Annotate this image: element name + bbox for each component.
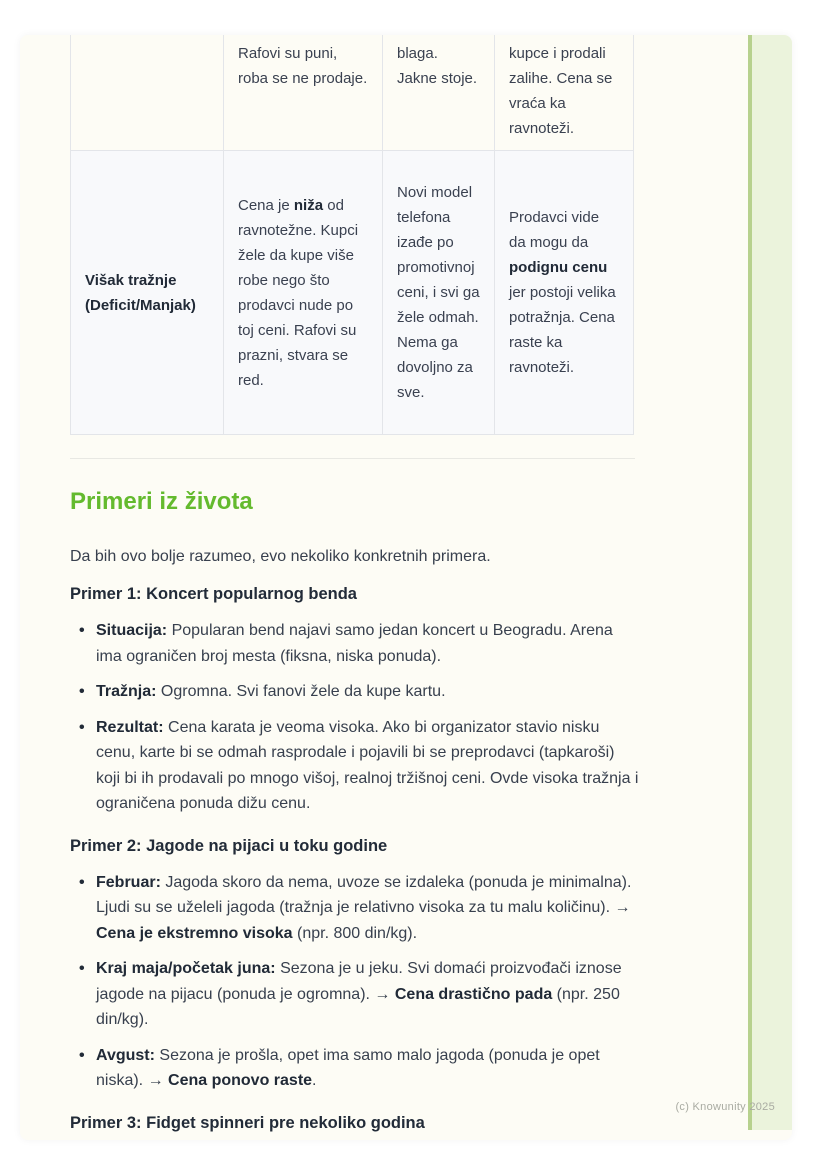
page-edge-strip-line: [748, 35, 752, 1130]
example-3-title: Primer 3: Fidget spinneri pre nekoliko godina: [70, 1113, 425, 1132]
list-item: • Situacija: Popularan bend najavi samo jedan koncert u Beogradu. Arena ima ograničen broj mesta (fiksna, niska ponuda).: [96, 618, 642, 669]
page-edge-strip: [752, 35, 792, 1130]
example-1-title: Primer 1: Koncert popularnog benda: [70, 585, 357, 603]
section-divider: [70, 458, 635, 459]
table-row: [71, 151, 634, 435]
table-cell-example: blaga. Jakne stoje.: [383, 35, 495, 151]
list-item: • Rezultat: Cena karata je veoma visoka. Ako bi organizator stavio nisku cenu, karte bi se odmah rasprodale i pojavili bi se preprodavci (tapkaroši) koji bi ih prodavali po mnogo višoj, realnoj tržišnoj ceni. Ovde visoka tražnja i ograničena ponuda dižu cenu.: [96, 715, 642, 817]
table-cell-reaction: Prodavci vide da mogu da podignu cenu jer postoji velika potražnja. Cena raste ka ravnoteži.: [495, 151, 634, 435]
table-cell-example: Novi model telefona izađe po promotivnoj ceni, i svi ga žele odmah. Nema ga dovoljno za sve.: [383, 151, 495, 435]
example-1-list: [70, 618, 642, 817]
list-item: • Februar: Jagoda skoro da nema, uvoze se izdaleka (ponuda je minimalna). Ljudi su se uželeli jagoda (tražnja je relativno visoka za tu malu količinu). → Cena je ekstremno visoka (npr. 800 din/kg).: [96, 870, 642, 947]
table-cell-description: Rafovi su puni, roba se ne prodaje.: [224, 35, 383, 151]
table-row: [71, 35, 634, 151]
example-2-title: Primer 2: Jagode na pijaci u toku godine: [70, 836, 388, 855]
table-cell-description: Cena je niža od ravnotežne. Kupci žele da kupe više robe nego što prodavci nude po toj ceni. Rafovi su prazni, stvara se red.: [224, 151, 383, 435]
table-cell-rowhead: [71, 35, 224, 151]
section-heading: Primeri iz života: [70, 488, 253, 515]
table-cell-rowhead: Višak tražnje (Deficit/Manjak): [71, 151, 224, 435]
document-page: [20, 35, 792, 1140]
table-cell-reaction: kupce i prodali zalihe. Cena se vraća ka ravnoteži.: [495, 35, 634, 151]
list-item: • Kraj maja/početak juna: Sezona je u jeku. Svi domaći proizvođači iznose jagode na pijacu (ponuda je ogromna). → Cena drastično pada (npr. 250 din/kg).: [96, 956, 642, 1033]
intro-paragraph: Da bih ovo bolje razumeo, evo nekoliko konkretnih primera.: [70, 548, 491, 565]
list-item: • Tražnja: Ogromna. Svi fanovi žele da kupe kartu.: [96, 679, 642, 705]
example-2-list: [70, 870, 642, 1094]
content-area: [70, 35, 639, 1136]
market-situations-table: [70, 35, 634, 435]
list-item: • Avgust: Sezona je prošla, opet ima samo malo jagoda (ponuda je opet niska). → Cena ponovo raste.: [96, 1043, 642, 1094]
copyright-watermark: (c) Knowunity 2025: [675, 1101, 775, 1113]
